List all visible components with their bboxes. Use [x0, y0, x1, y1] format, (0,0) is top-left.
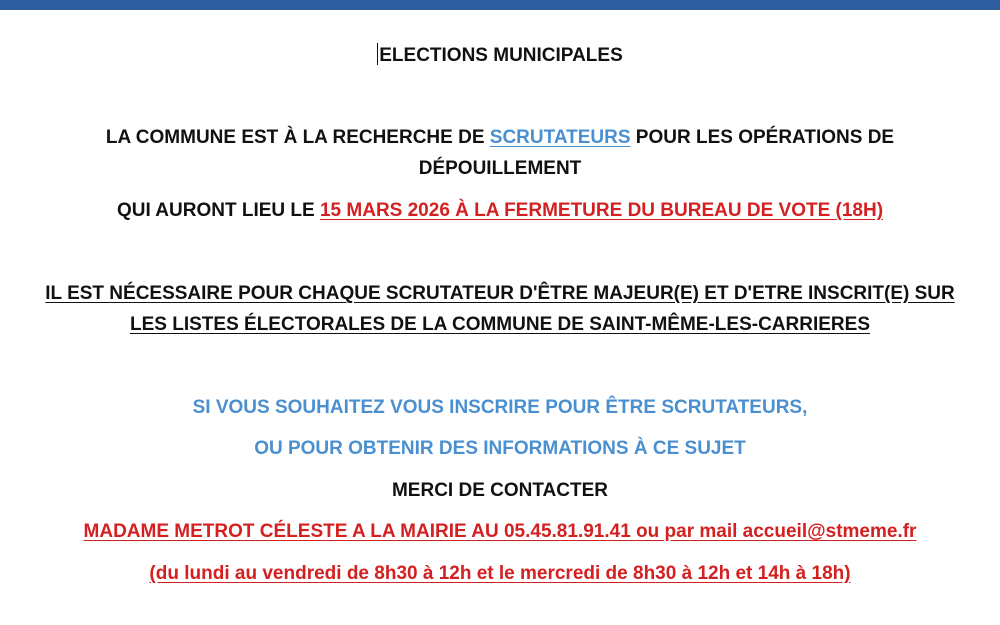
date-prefix: QUI AURONT LIEU LE — [116, 200, 320, 221]
office-hours-line: (du lundi au vendredi de 8h30 à 12h et le mercredi de 8h30 à 12h et 14h à 18h) — [149, 563, 851, 584]
top-accent-bar — [0, 0, 1000, 10]
scrutateurs-link[interactable]: SCRUTATEURS — [489, 127, 631, 148]
page-title-line — [0, 43, 1000, 68]
search-line-1 — [0, 126, 1000, 150]
contact-invite-line-1: SI VOUS SOUHAITEZ VOUS INSCRIRE POUR ÊTRE SCRUTATEURS, — [192, 397, 808, 418]
search-line-2-text: DÉPOUILLEMENT — [418, 158, 582, 179]
vote-date-highlight: 15 MARS 2026 À LA FERMETURE DU BUREAU DE VOTE (18H) — [319, 200, 884, 221]
page-title: ELECTIONS MUNICIPALES — [379, 45, 623, 66]
contact-invite-line-2: OU POUR OBTENIR DES INFORMATIONS À CE SUJET — [254, 438, 746, 459]
date-line — [0, 199, 1000, 223]
requirement-line-1: IL EST NÉCESSAIRE POUR CHAQUE SCRUTATEUR D'ÊTRE MAJEUR(E) ET D'ETRE INSCRIT(E) SUR — [45, 283, 955, 304]
search-line-2 — [0, 157, 1000, 181]
contact-person-line[interactable]: MADAME METROT CÉLESTE A LA MAIRIE AU 05.45.81.91.41 ou par mail accueil@stmeme.fr — [83, 521, 917, 542]
search-suffix: POUR LES OPÉRATIONS DE — [630, 127, 895, 148]
requirement-line-2: LES LISTES ÉLECTORALES DE LA COMMUNE DE SAINT-MÊME-LES-CARRIERES — [130, 314, 870, 335]
search-prefix: LA COMMUNE EST À LA RECHERCHE DE — [105, 127, 490, 148]
contact-thanks: MERCI DE CONTACTER — [391, 480, 609, 501]
